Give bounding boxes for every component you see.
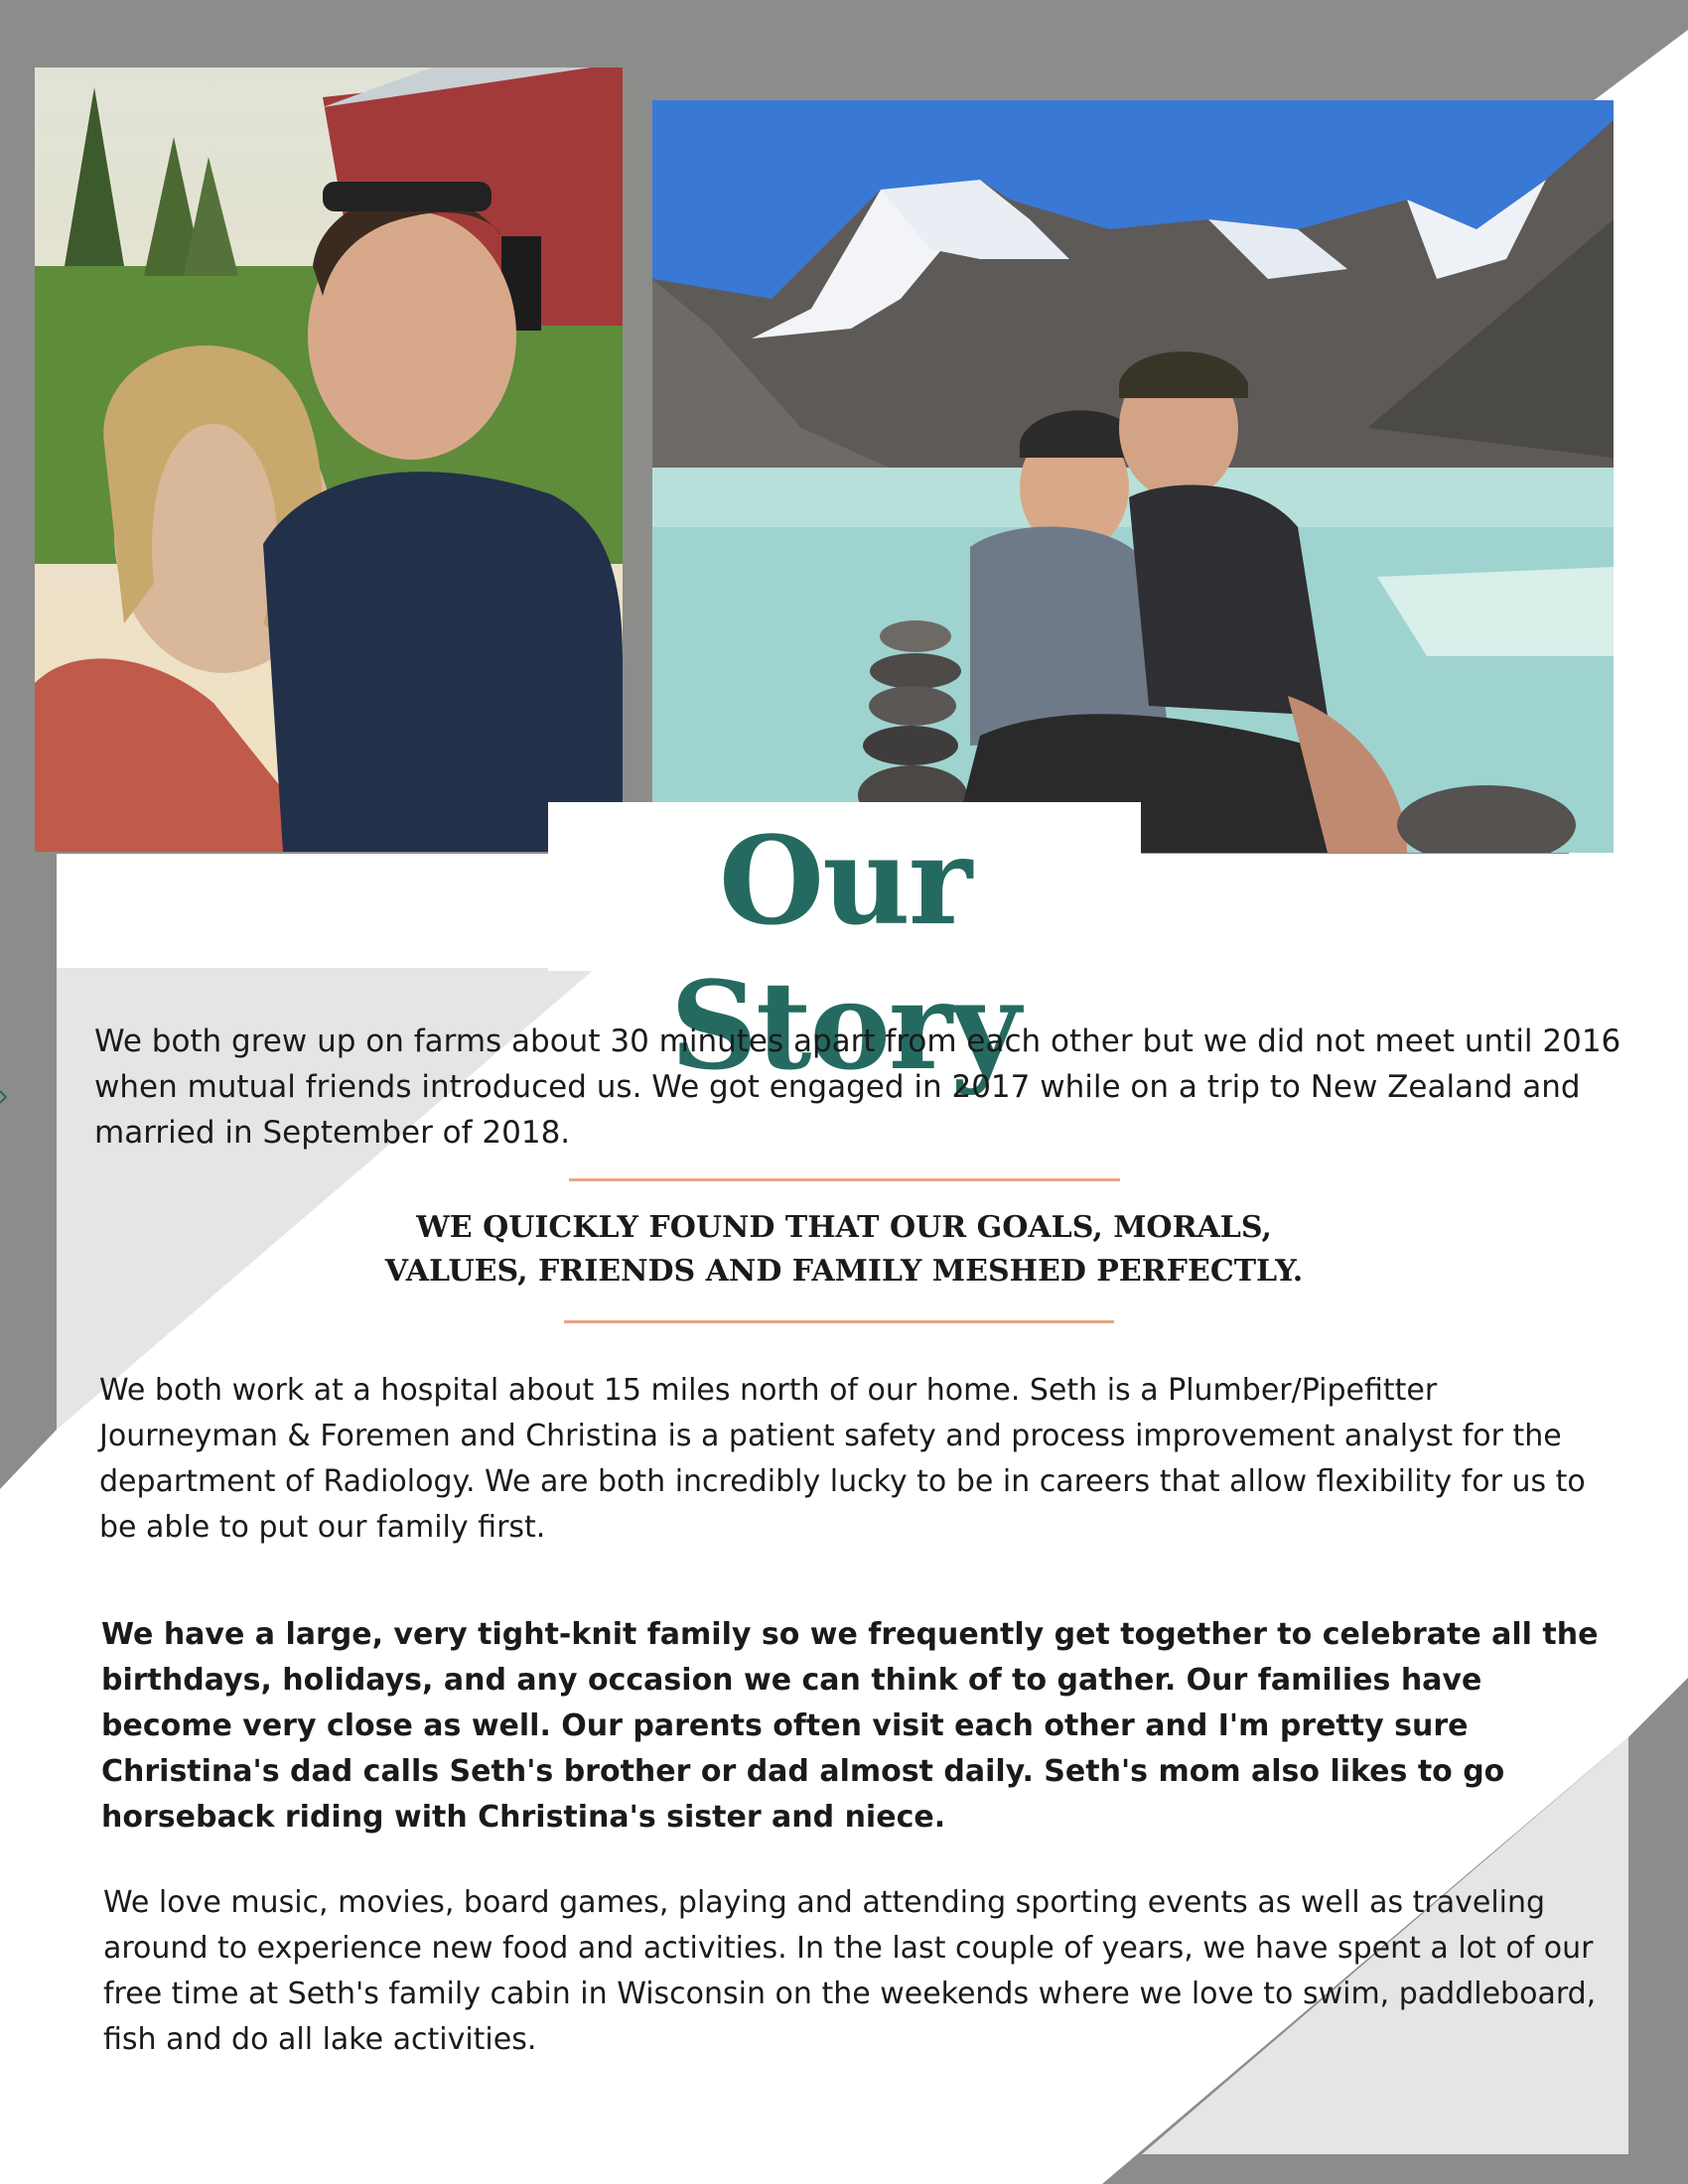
title-box: [548, 802, 1141, 1098]
page-title: Our Story: [670, 809, 1019, 1098]
family-paragraph: We have a large, very tight-knit family so we frequently get together to celebrate all the birthdays, holidays, and any occasion we can think of to gather. Our families have become very close as well. Our parents often visit each other and I'm pretty sure Christina's dad calls Seth's brother or dad almost daily. Seth's mom also likes to go horseback riding with Christina's sister and niece.: [101, 1617, 1599, 1835]
quote-top-rule: [569, 1178, 1120, 1181]
left-gray-strip: [0, 854, 57, 1489]
pull-quote: [298, 1206, 1390, 1294]
pull-quote-line-1: WE QUICKLY FOUND THAT OUR GOALS, MORALS,: [416, 1210, 1272, 1245]
quote-bottom-rule: [564, 1320, 1114, 1323]
hobbies-paragraph: We love music, movies, board games, playing and attending sporting events as well as traveling around to experience new food and activities. In the last couple of years, we have spent a lot of our free time at Seth's family cabin in Wisconsin on the weekends where we love to swim, paddleboard, fish and do all lake activities.: [103, 1885, 1597, 2057]
work-paragraph: We both work at a hospital about 15 miles north of our home. Seth is a Plumber/Pipefitter Journeyman & Foremen and Christina is a patient safety and process improvement analyst for the department of Radiology. We are both incredibly lucky to be in careers that allow flexibility for us to be able to put our family first.: [99, 1373, 1586, 1545]
edge-arrow-icon: [0, 1090, 8, 1104]
pull-quote-line-2: VALUES, FRIENDS AND FAMILY MESHED PERFECTLY.: [384, 1254, 1304, 1289]
lake-photo-image: [652, 100, 1614, 853]
farm-photo-image: [35, 68, 623, 852]
lake-photo: [652, 100, 1614, 853]
intro-paragraph: We both grew up on farms about 30 minutes apart from each other but we did not meet until 2016 when mutual friends introduced us. We got engaged in 2017 while on a trip to New Zealand and married in September of 2018.: [94, 1024, 1621, 1151]
farm-photo: [35, 68, 623, 852]
